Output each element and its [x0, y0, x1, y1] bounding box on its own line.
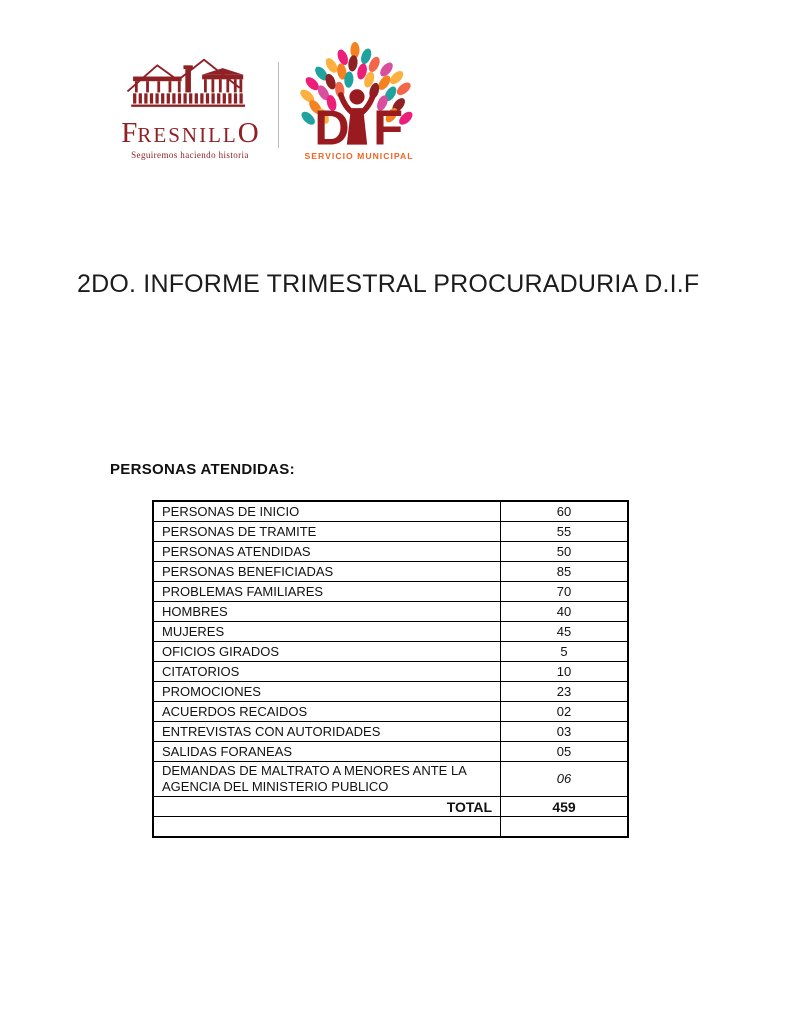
- table-row: [153, 522, 628, 542]
- row-label: PERSONAS DE INICIO: [153, 501, 501, 522]
- row-label: DEMANDAS DE MALTRATO A MENORES ANTE LA AGENCIA DEL MINISTERIO PUBLICO: [153, 762, 501, 797]
- logo-divider: [278, 62, 279, 148]
- total-value: 459: [501, 797, 628, 817]
- dif-tree-icon: [296, 40, 418, 166]
- row-label: SALIDAS FORANEAS: [153, 742, 501, 762]
- personas-atendidas-table: [152, 500, 629, 838]
- row-value: 06: [501, 762, 628, 797]
- total-row: [153, 797, 628, 817]
- table-row: [153, 642, 628, 662]
- fresnillo-logo: [110, 56, 270, 160]
- row-value: 55: [501, 522, 628, 542]
- table-row: [153, 582, 628, 602]
- table-row: [153, 542, 628, 562]
- row-value: 10: [501, 662, 628, 682]
- row-value: 60: [501, 501, 628, 522]
- empty-cell: [153, 817, 501, 838]
- fresnillo-wordmark: [110, 119, 270, 148]
- row-label: OFICIOS GIRADOS: [153, 642, 501, 662]
- row-value: 02: [501, 702, 628, 722]
- section-heading: PERSONAS ATENDIDAS:: [110, 461, 295, 478]
- table-row: [153, 722, 628, 742]
- row-value: 23: [501, 682, 628, 702]
- row-value: 45: [501, 622, 628, 642]
- row-value: 03: [501, 722, 628, 742]
- fresnillo-tagline: Seguiremos haciendo historia: [131, 150, 249, 160]
- fresnillo-building-icon: [115, 56, 265, 112]
- fresnillo-initial: F: [121, 117, 138, 149]
- empty-cell: [501, 817, 628, 838]
- row-value: 5: [501, 642, 628, 662]
- table-row: [153, 662, 628, 682]
- table-row: [153, 562, 628, 582]
- dif-letter-d: D: [314, 101, 350, 156]
- table-row: [153, 622, 628, 642]
- dif-letter-f: F: [373, 101, 404, 156]
- row-label: PERSONAS BENEFICIADAS: [153, 562, 501, 582]
- table-row: [153, 501, 628, 522]
- row-label: HOMBRES: [153, 602, 501, 622]
- row-value: 40: [501, 602, 628, 622]
- fresnillo-middle: RESNILL: [137, 123, 238, 147]
- table-row: [153, 602, 628, 622]
- row-label: PERSONAS DE TRAMITE: [153, 522, 501, 542]
- table-row: [153, 762, 628, 797]
- row-label: ENTREVISTAS CON AUTORIDADES: [153, 722, 501, 742]
- fresnillo-final: O: [237, 117, 259, 149]
- dif-logo: [296, 40, 418, 171]
- row-value: 50: [501, 542, 628, 562]
- row-label: MUJERES: [153, 622, 501, 642]
- empty-row: [153, 817, 628, 838]
- row-label: PERSONAS ATENDIDAS: [153, 542, 501, 562]
- row-value: 70: [501, 582, 628, 602]
- row-value: 05: [501, 742, 628, 762]
- row-label: PROMOCIONES: [153, 682, 501, 702]
- row-label: PROBLEMAS FAMILIARES: [153, 582, 501, 602]
- row-value: 85: [501, 562, 628, 582]
- table-row: [153, 702, 628, 722]
- total-label: TOTAL: [153, 797, 501, 817]
- page-title: 2DO. INFORME TRIMESTRAL PROCURADURIA D.I.F: [77, 270, 700, 298]
- dif-subtitle: SERVICIO MUNICIPAL: [304, 150, 414, 161]
- row-label: CITATORIOS: [153, 662, 501, 682]
- table-row: [153, 742, 628, 762]
- table-row: [153, 682, 628, 702]
- row-label: ACUERDOS RECAIDOS: [153, 702, 501, 722]
